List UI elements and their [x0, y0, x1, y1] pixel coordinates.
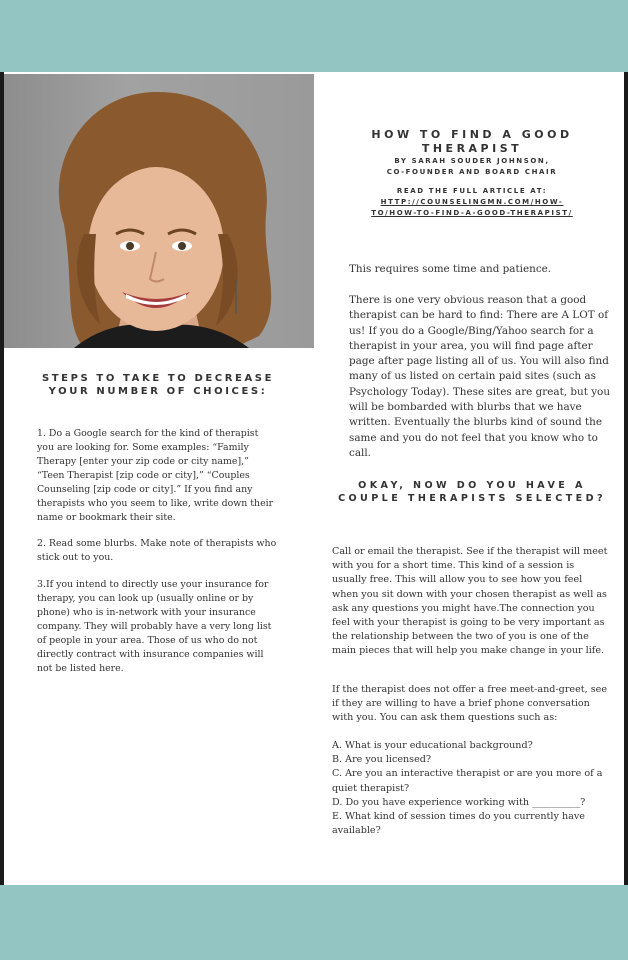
article-link-line-2[interactable]: TO/HOW-TO-FIND-A-GOOD-THERAPIST/ — [371, 209, 573, 217]
question-b: B. Are you licensed? — [332, 754, 432, 766]
question-a: A. What is your educational background? — [332, 740, 533, 751]
article-link[interactable] — [330, 197, 614, 219]
right-edge — [624, 72, 628, 885]
byline-role: CO-FOUNDER AND BOARD CHAIR — [386, 168, 558, 176]
article-link-line-1[interactable]: HTTP://COUNSELINGMN.COM/HOW- — [380, 198, 564, 206]
article-byline — [330, 156, 614, 178]
byline-author: BY SARAH SOUDER JOHNSON, — [394, 157, 550, 165]
okay-heading: OKAY, NOW DO YOU HAVE A COUPLE THERAPISTS SELECTED? — [338, 480, 606, 504]
question-d: D. Do you have experience working with __________? — [332, 796, 586, 808]
portrait-illustration — [4, 74, 314, 348]
read-full-label: READ THE FULL ARTICLE AT: — [396, 187, 548, 195]
reason-paragraph: There is one very obvious reason that a good therapist can be hard to find: There are A LOT of us! If you do a Google/Bing/Yahoo search for a therapist in your area, you will find page after page after page listing all of us. You will also find many of us listed on certain paid sites (such as Psychology Today). These sites are great, but you will be bombarded with blurbs that we have written. Eventually the blurbs kind of sound the same and you do not feel that you know who to call. — [349, 294, 611, 459]
bottom-teal-band — [0, 885, 628, 960]
portrait-photo-icon — [4, 74, 314, 348]
article-title: HOW TO FIND A GOOD THERAPIST — [371, 128, 573, 155]
step-1: 1. Do a Google search for the kind of therapist you are looking for. Some examples: “Family Therapy [enter your zip code or city name],” “Teen Therapist [zip code or city],” “Couples Counseling [zip code or city].” If you find any therapists who you seem to like, write down their name or bookmark their site. — [37, 428, 274, 523]
step-2: 2. Read some blurbs. Make note of therapists who stick out to you. — [37, 538, 277, 563]
question-e: E. What kind of session times do you currently have available? — [332, 811, 585, 837]
top-teal-band — [0, 0, 628, 72]
question-c: C. Are you an interactive therapist or are you more of a quiet therapist? — [332, 768, 603, 794]
contact-paragraph: Call or email the therapist. See if the therapist will meet with you for a short time. This kind of a session is usually free. This will allow you to see how you feel when you sit down with your chosen therapist as well as ask any questions you might have.The connection you feel with your therapist is going to be very important as the relationship between the two of you is one of the main pieces that will help you make change in your life. — [332, 546, 608, 657]
steps-heading: STEPS TO TAKE TO DECREASE YOUR NUMBER OF CHOICES: — [41, 373, 275, 397]
step-3: 3.If you intend to directly use your insurance for therapy, you can look up (usually online or by phone) who is in-network with your insurance company. They will probably have a very long list of people in your area. Those of us who do not directly contract with insurance companies will not be listed here. — [37, 579, 272, 674]
phone-paragraph: If the therapist does not offer a free meet-and-greet, see if they are willing to have a brief phone conversation with you. You can ask them questions such as: — [332, 684, 607, 724]
intro-paragraph: This requires some time and patience. — [349, 263, 552, 275]
question-list — [332, 739, 608, 838]
